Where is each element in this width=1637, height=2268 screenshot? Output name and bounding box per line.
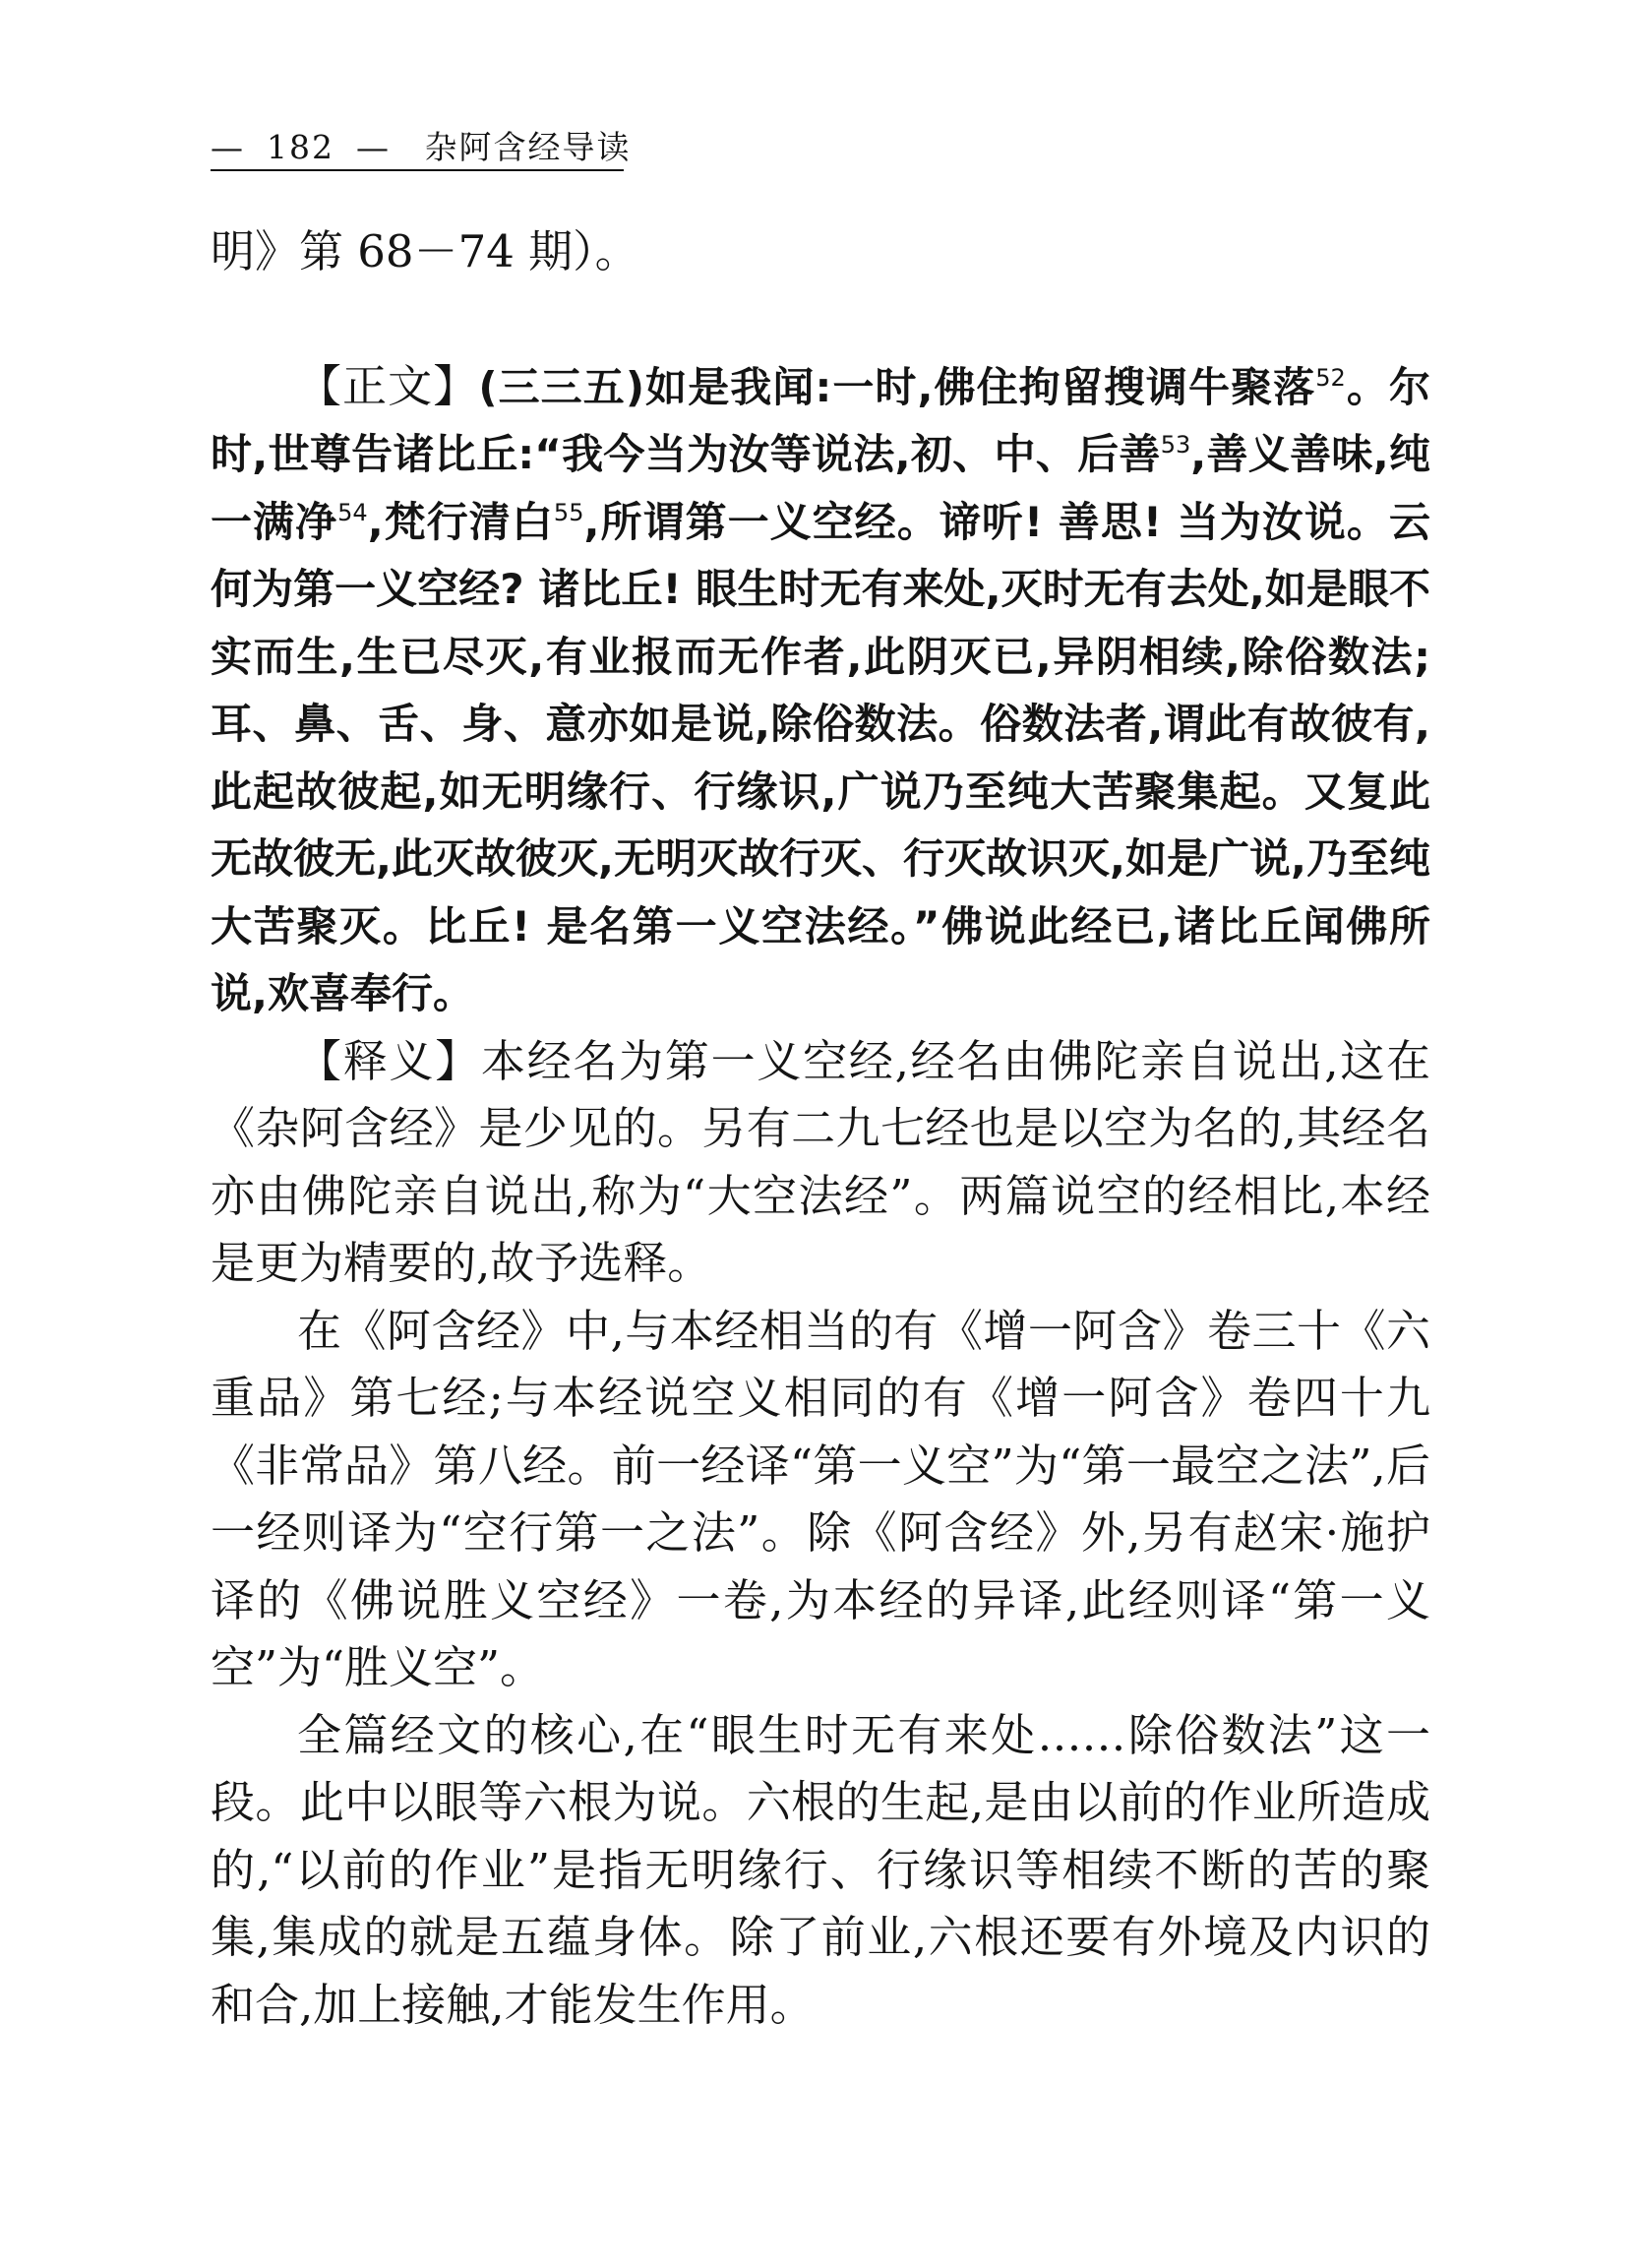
sutra-part-2: 。尔时,世尊告诸比丘:“我今当为汝等说法,初、中、后善 — [211, 362, 1430, 478]
sutra-part-5: ,所谓第一义空经。谛听! 善思! 当为汝说。云何为第一义空经? 诸比丘! 眼生时无有来处,灭时无有去处,如是眼不实而生,生已尽灭,有业报而无作者,此阴灭已,异阴相续,除俗数法;耳、鼻、舌、身、意亦如是说,除俗数法。俗数法者,谓此有故彼有,此起故彼起,如无明缘行、行缘识,广说乃至纯大苦聚集起。又复此无故彼无,此灭故彼灭,无明灭故行灭、行灭故识灭,如是广说,乃至纯大苦聚灭。比丘! 是名第一义空法经。”佛说此经已,诸比丘闻佛所说,欢喜奉行。 — [211, 497, 1430, 1017]
footnote-marker-55: 55 — [553, 498, 584, 526]
commentary-paragraph-2: 在《阿含经》中,与本经相当的有《增一阿含》卷三十《六重品》第七经;与本经说空义相同的有《增一阿含》卷四十九《非常品》第八经。前一经译“第一义空”为“第一最空之法”,后一经则译为“空行第一之法”。除《阿含经》外,另有赵宋·施护译的《佛说胜义空经》一卷,为本经的异译,此经则译“第一义空”为“胜义空”。 — [211, 1304, 1430, 1693]
sutra-part-1: (三三五)如是我闻:一时,佛住拘留搜调牛聚落 — [478, 362, 1316, 411]
sutra-text — [211, 353, 1430, 1028]
footnote-marker-53: 53 — [1160, 431, 1191, 459]
sutra-part-4: ,梵行清白 — [367, 497, 554, 546]
commentary-p1-text: 本经名为第一义空经,经名由佛陀亲自说出,这在《杂阿含经》是少见的。另有二九七经也是以空为名的,其经名亦由佛陀亲自说出,称为“大空法经”。两篇说空的经相比,本经是更为精要的,故予选释。 — [211, 1034, 1430, 1289]
book-title: 杂阿含经导读 — [424, 128, 632, 166]
sutra-label: 【正文】 — [297, 359, 479, 412]
header-dash-right: — — [356, 128, 391, 166]
header-rule — [211, 169, 624, 171]
commentary-paragraph-1 — [211, 1028, 1430, 1298]
footnote-marker-52: 52 — [1315, 363, 1346, 392]
footnote-marker-54: 54 — [337, 498, 368, 526]
page-body — [211, 218, 1430, 2039]
sutra-part-3: ,善义善味,纯一满净 — [211, 430, 1430, 546]
page-number: 182 — [267, 128, 334, 166]
commentary-label: 【释义】 — [297, 1034, 481, 1087]
commentary-paragraph-3: 全篇经文的核心,在“眼生时无有来处……除俗数法”这一段。此中以眼等六根为说。六根的生起,是由以前的作业所造成的,“以前的作业”是指无明缘行、行缘识等相续不断的苦的聚集,集成的就是五蕴身体。除了前业,六根还要有外境及内识的和合,加上接触,才能发生作用。 — [211, 1708, 1430, 2031]
running-head — [211, 126, 632, 169]
header-dash-left: — — [211, 128, 245, 166]
continuation-line: 明》第 68－74 期）。 — [211, 225, 639, 277]
section-gap — [211, 286, 1430, 353]
